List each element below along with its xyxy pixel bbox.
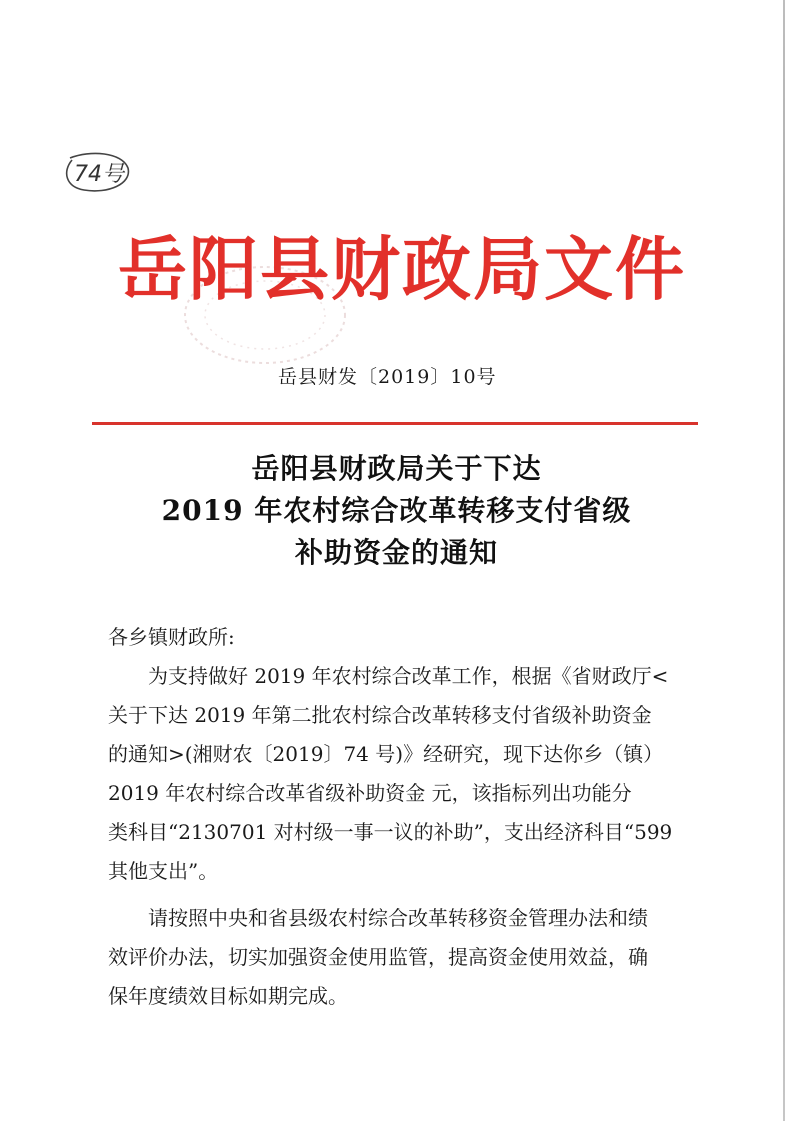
- paragraph-1-line: 2019 年农村综合改革省级补助资金 元，该指标列出功能分: [108, 781, 632, 805]
- paragraph-1: [108, 657, 708, 891]
- paragraph-2: [108, 899, 708, 1016]
- paragraph-1-line: 为支持做好 2019 年农村综合改革工作，根据《省财政厅<: [148, 664, 669, 688]
- red-header-title: 岳阳县财政局文件: [118, 229, 686, 310]
- notice-title: [0, 448, 793, 574]
- paragraph-2-line: 效评价办法，切实加强资金使用监管，提高资金使用效益，确: [108, 945, 648, 969]
- paragraph-2-line: 请按照中央和省县级农村综合改革转移资金管理办法和绩: [148, 906, 648, 930]
- paragraph-1-line: 的通知>(湘财农〔2019〕74 号)》经研究，现下达你乡（镇）: [108, 742, 664, 766]
- paragraph-2-line: 保年度绩效目标如期完成。: [108, 984, 348, 1008]
- handwritten-circle-icon: [60, 150, 132, 194]
- paragraph-1-line: 关于下达 2019 年第二批农村综合改革转移支付省级补助资金: [108, 703, 652, 727]
- handwritten-note: [60, 150, 132, 194]
- red-divider-rule: [92, 422, 698, 425]
- handwritten-note-text: 74号: [74, 162, 124, 187]
- salutation: 各乡镇财政所:: [108, 625, 235, 649]
- document-number: 岳县财发〔2019〕10号: [278, 366, 497, 388]
- title-line-1: 岳阳县财政局关于下达: [251, 452, 542, 485]
- title-line-2: 2019 年农村综合改革转移支付省级: [161, 494, 632, 527]
- notice-body: [108, 618, 708, 1016]
- paragraph-1-line: 类科目“2130701 对村级一事一议的补助”，支出经济科目“599: [108, 820, 673, 844]
- paragraph-1-line: 其他支出”。: [108, 859, 219, 883]
- title-line-3: 补助资金的通知: [294, 536, 498, 569]
